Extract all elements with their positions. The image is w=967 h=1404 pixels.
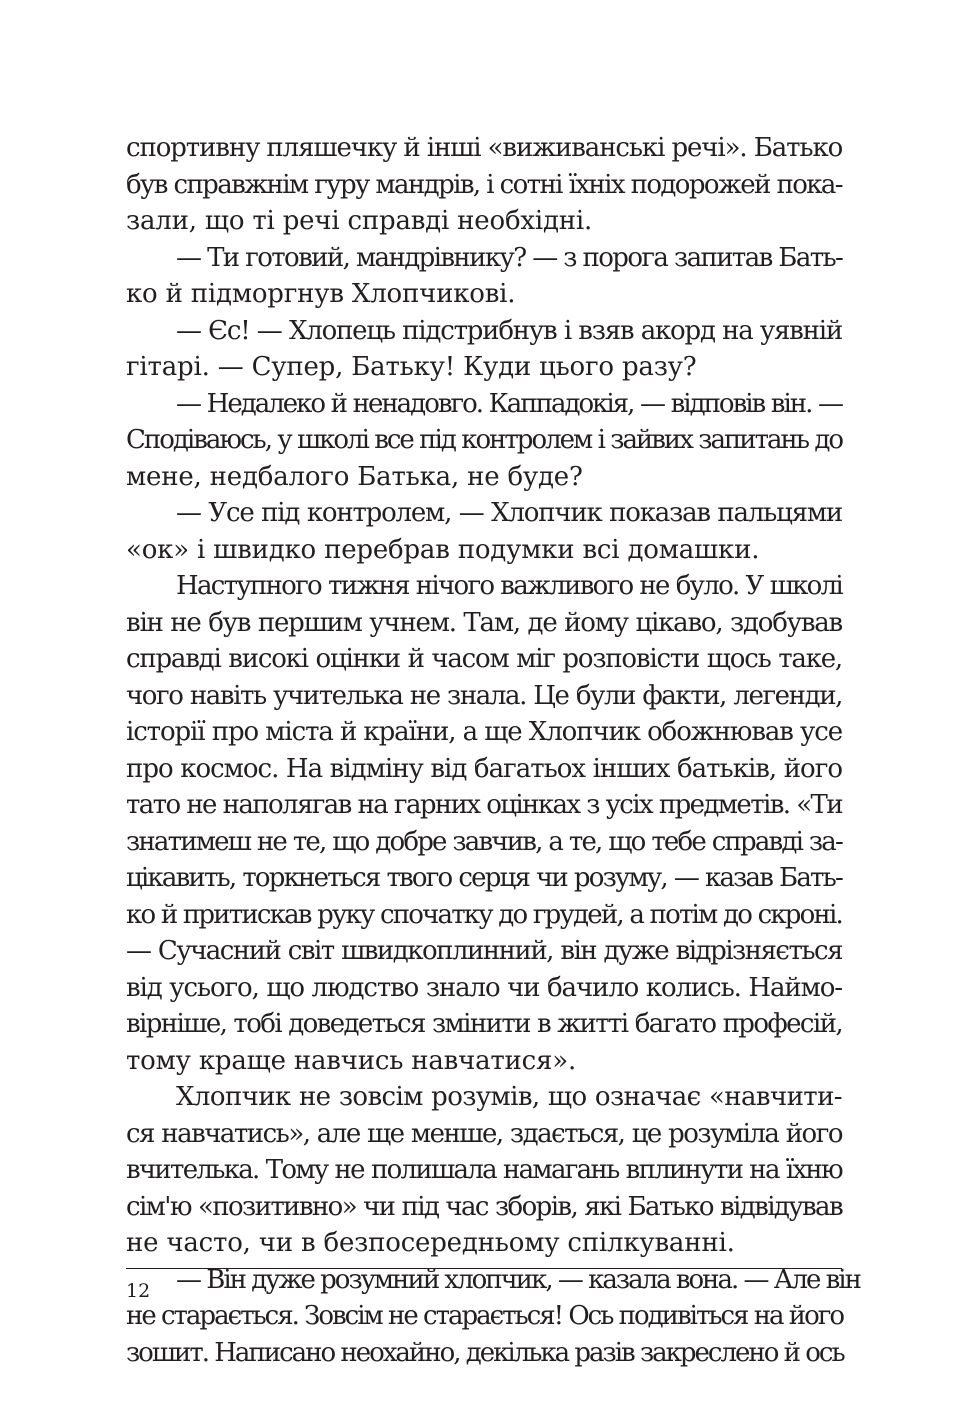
text-line: — Усе під контролем, — Хлопчик показав пальцями (176, 498, 842, 528)
text-line: тато не наполягав на гарних оцінках з усіх предметів. «Ти (126, 790, 842, 820)
text-line: вірніше, тобі доведеться змінити в житті багато професій, (126, 1009, 842, 1039)
text-line: — Він дуже розумний хлопчик, — казала вона. — Але він (176, 1264, 860, 1295)
body-text (126, 130, 860, 1371)
text-line: вчителька. Тому не полишала намагань вплинути на їхню (126, 1155, 842, 1185)
text-line: мене, недбалого Батька, не буде? (126, 461, 583, 492)
text-line: він не був першим учнем. Там, де йому цікаво, здобував (126, 607, 842, 638)
text-line: справді високі оцінки й часом міг розповісти щось таке, (126, 644, 842, 674)
text-line: зали, що ті речі справді необхідні. (126, 206, 593, 236)
text-line: від усього, що людство знало чи бачило колись. Наймо- (126, 972, 842, 1003)
text-line: Сподіваюсь, у школі все під контролем і зайвих запитань до (126, 425, 842, 455)
text-line: не старається. Зовсім не старається! Ось подивіться на його (126, 1301, 844, 1331)
text-line: був справжнім гуру мандрів, і сотні їхніх подорожей пока- (126, 169, 842, 200)
page-number: 12 (126, 1280, 151, 1302)
text-line: спортивну пляшечку й інші «виживанські речі». Батько (126, 133, 843, 163)
text-line: ся навчатись», але ще менше, здається, це розуміла його (126, 1118, 842, 1149)
footer-divider (126, 1268, 842, 1269)
text-line: — Ти готовий, мандрівнику? — з порога запитав Бать- (176, 242, 843, 273)
text-line: Наступного тижня нічого важливого не було. У школі (176, 571, 842, 601)
text-line: знатимеш не те, що добре завчив, а те, що тебе справді за- (126, 826, 842, 857)
text-line: зошит. Написано неохайно, декілька разів закреслено й ось (126, 1337, 844, 1368)
text-line: історії про міста й країни, а ще Хлопчик обожнював усе (126, 717, 842, 747)
text-line: тому краще навчись навчатися». (126, 1045, 577, 1076)
text-line: «ок» і швидко перебрав подумки всі домашки. (126, 534, 760, 565)
text-line: гітарі. — Супер, Батьку! Куди цього разу? (126, 352, 697, 382)
text-line: про космос. На відміну від багатьох інших батьків, його (126, 753, 842, 784)
text-line: — Єс! — Хлопець підстрибнув і взяв акорд на уявній (176, 315, 842, 346)
text-line: ко й притискав руку спочатку до грудей, а потім до скроні. (126, 899, 842, 930)
text-line: чого навіть учителька не знала. Це були факти, легенди, (126, 680, 842, 711)
text-line: не часто, чи в безпосередньому спілкуванні. (126, 1228, 735, 1258)
text-line: цікавить, торкнеться твого серця чи розуму, — казав Бать- (126, 863, 842, 893)
text-line: ко й підморгнув Хлопчикові. (126, 279, 516, 309)
text-line: — Недалеко й ненадовго. Каппадокія, — відповів він. — (176, 388, 842, 419)
text-line: Хлопчик не зовсім розумів, що означає «навчити- (176, 1082, 842, 1112)
text-line: сім'ю «позитивно» чи під час зборів, які Батько відвідував (126, 1191, 842, 1222)
text-line: — Сучасний світ швидкоплинний, він дуже відрізняється (126, 936, 842, 966)
